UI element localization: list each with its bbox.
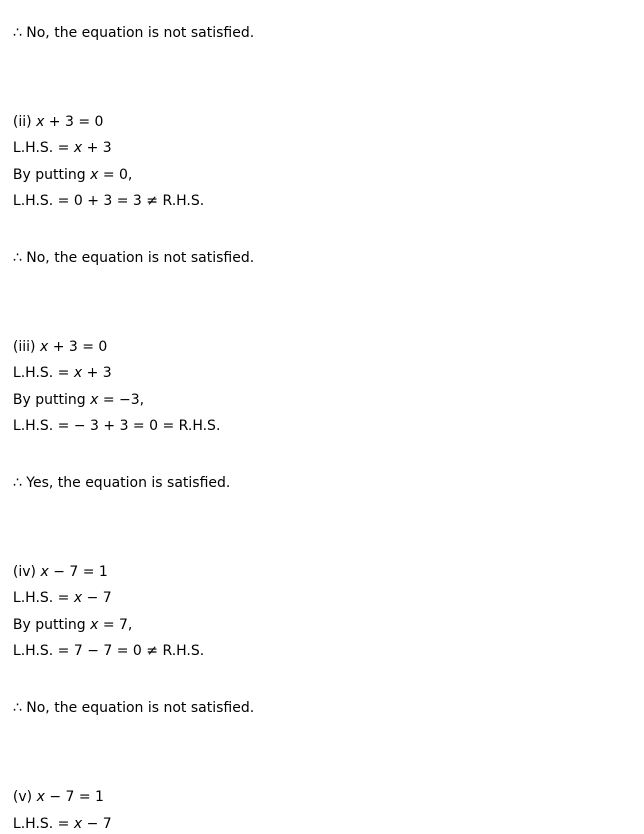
putting-line <box>4 145 133 183</box>
part-label: (iv) <box>12 564 37 580</box>
lhs-line <box>4 794 112 832</box>
variable: x <box>73 816 83 832</box>
result-text: L.H.S. = 7 − 7 = 0 ≠ R.H.S. <box>12 643 205 659</box>
lhs-prefix: L.H.S. = <box>12 816 74 832</box>
lhs-line <box>4 343 112 381</box>
variable: x <box>73 590 83 606</box>
variable: x <box>39 339 49 355</box>
lhs-text: − 7 <box>82 816 112 832</box>
lhs-text: + 3 <box>82 140 112 156</box>
part-label: (iii) <box>12 339 36 355</box>
equation-text: − 7 = 1 <box>48 564 108 580</box>
lhs-text: − 7 <box>82 590 112 606</box>
result-line <box>4 621 205 659</box>
equation-line <box>4 317 108 355</box>
putting-prefix: By putting <box>12 392 91 408</box>
putting-prefix: By putting <box>12 167 91 183</box>
conclusion-text: ∴ No, the equation is not satisfied. <box>12 25 255 41</box>
equation-text: + 3 = 0 <box>44 114 104 130</box>
lhs-prefix: L.H.S. = <box>12 365 74 381</box>
result-line <box>4 396 221 434</box>
lhs-prefix: L.H.S. = <box>12 140 74 156</box>
result-line <box>4 171 205 209</box>
conclusion-line <box>4 3 255 41</box>
equation-text: + 3 = 0 <box>48 339 108 355</box>
putting-text: = −3, <box>98 392 145 408</box>
variable: x <box>90 167 99 183</box>
lhs-line <box>4 568 112 606</box>
variable: x <box>90 617 99 633</box>
lhs-prefix: L.H.S. = <box>12 590 74 606</box>
lhs-line <box>4 118 112 156</box>
variable: x <box>73 365 83 381</box>
conclusion-text: ∴ No, the equation is not satisfied. <box>12 250 255 266</box>
equation-line <box>4 92 104 130</box>
putting-prefix: By putting <box>12 617 91 633</box>
variable: x <box>40 564 49 580</box>
putting-text: = 7, <box>98 617 133 633</box>
putting-line <box>4 595 133 633</box>
result-text: L.H.S. = − 3 + 3 = 0 = R.H.S. <box>12 418 221 434</box>
conclusion-line <box>4 678 255 716</box>
equation-line <box>4 767 104 805</box>
conclusion-text: ∴ No, the equation is not satisfied. <box>12 700 255 716</box>
equation-line <box>4 542 108 580</box>
part-label: (v) <box>12 789 33 805</box>
part-label: (ii) <box>12 114 32 130</box>
conclusion-line <box>4 453 231 491</box>
equation-text: − 7 = 1 <box>44 789 104 805</box>
putting-text: = 0, <box>98 167 133 183</box>
variable: x <box>36 789 45 805</box>
conclusion-line <box>4 228 255 266</box>
result-text: L.H.S. = 0 + 3 = 3 ≠ R.H.S. <box>12 193 205 209</box>
variable: x <box>90 392 99 408</box>
conclusion-text: ∴ Yes, the equation is satisfied. <box>12 475 231 491</box>
variable: x <box>36 114 45 130</box>
variable: x <box>73 140 83 156</box>
putting-line <box>4 370 145 408</box>
lhs-text: + 3 <box>82 365 112 381</box>
